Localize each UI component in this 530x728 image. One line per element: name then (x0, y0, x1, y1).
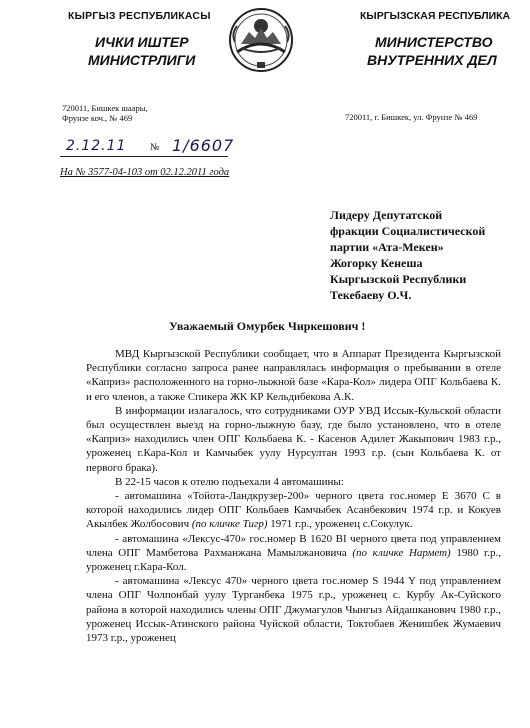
right-country-name: КЫРГЫЗСКАЯ РЕСПУБЛИКА (360, 10, 511, 22)
body-paragraph: В информации излагалось, что сотрудниками ОУР УВД Иссык-Кульской области был осуществлен выезд на горно-лыжную базу, где было установлено, что в отеле «Каприз» находились член ОПГ Кольбаева К. - Касенов Адилет Жакыпович 1983 г.р., уроженец г.Кара-Кол и Камчыбек уулу Нурсултан 1993 г.р. (сын Кольбаева К. от первого брака). (86, 404, 501, 474)
left-ministry-line1: ИЧКИ ИШТЕР (95, 34, 189, 50)
registration-date: 2.12.11 (66, 138, 127, 154)
registration-number-label: № (150, 142, 160, 153)
addressee-block (330, 207, 520, 303)
registration-line (60, 136, 235, 160)
left-address-line1: 720011, Бишкек шаары, (62, 103, 148, 113)
left-ministry-line2: МИНИСТРЛИГИ (88, 52, 196, 68)
right-ministry-line1: МИНИСТЕРСТВО (375, 34, 493, 50)
vehicle-item (86, 489, 501, 532)
state-emblem-icon (227, 4, 295, 74)
registration-number: 1/6607 (172, 136, 235, 155)
addressee-line: Лидеру Депутатской (330, 208, 443, 222)
vehicle-item (86, 532, 501, 575)
addressee-line: фракции Социалистической (330, 224, 486, 238)
letter-body (86, 347, 501, 645)
nickname: (по кличке Нармет) (352, 546, 451, 559)
registration-underline (60, 156, 228, 157)
right-ministry-line2: ВНУТРЕННИХ ДЕЛ (367, 52, 497, 68)
reference-number: На № 3577-04-103 от 02.12.2011 года (60, 167, 230, 178)
left-address (62, 103, 148, 123)
left-country-name: КЫРГЫЗ РЕСПУБЛИКАСЫ (68, 10, 211, 22)
nickname: (по кличке Тигр) (191, 518, 268, 531)
vehicle-item: - автомашина «Лексус 470» черного цвета гос.номер S 1944 Y под управлением члена ОПГ Чолпонбай уулу Турганбека 1975 г.р., уроженец с. Курбу Ак-Суйского района в которой находились члены ОПГ Джумагулов Чынгыз Айдашканович 1980 г.р., уроженец Иссык-Атинского района Чуйской области, Токтобаев Женишбек Жумаевич 1973 г.р., уроженец (86, 575, 501, 645)
addressee-line: Текебаеву О.Ч. (330, 288, 412, 302)
vehicle-text: 1971 г.р., уроженец с.Сокулук. (267, 518, 413, 531)
left-address-line2: Фрунзе коч., № 469 (62, 113, 133, 123)
vehicle-text: - автомашина «Лексус-470» гос.номер В 1620 BI черного цвета под управлением члена ОПГ Мамбетова Рахманжана Мамылжановича (86, 532, 501, 559)
addressee-line: Кыргызской Республики (330, 272, 467, 286)
addressee-line: партии «Ата-Мекен» (330, 240, 444, 254)
salutation: Уважаемый Омурбек Чиркешович ! (169, 319, 366, 333)
vehicle-text: 1980 г.р., уроженец г.Кара-Кол. (86, 546, 501, 574)
body-paragraph: МВД Кыргызской Республики сообщает, что в Аппарат Президента Кыргызской Республики согласно запроса ранее направлялась информация о пребывании в отеле «Каприз» расположенного на горно-лыжной базе «Кара-Кол» лидера ОПГ Кольбаева К. и его членов, а также Спикера ЖК КР Кельдибекова А.К. (86, 348, 501, 403)
body-paragraph: В 22-15 часов к отелю подъехали 4 автомашины: (115, 475, 344, 488)
addressee-line: Жогорку Кенеша (330, 256, 423, 270)
vehicle-text: - автомашина «Тойота-Ландкрузер-200» черного цвета гос.номер Е 3670 С в которой находились лидер ОПГ Кольбаев Камчыбек Асанбекович 1974 г.р. и Кокуев Акылбек Жолбосович (86, 490, 501, 531)
right-address: 720011, г. Бишкек, ул. Фрунзе № 469 (345, 112, 478, 122)
